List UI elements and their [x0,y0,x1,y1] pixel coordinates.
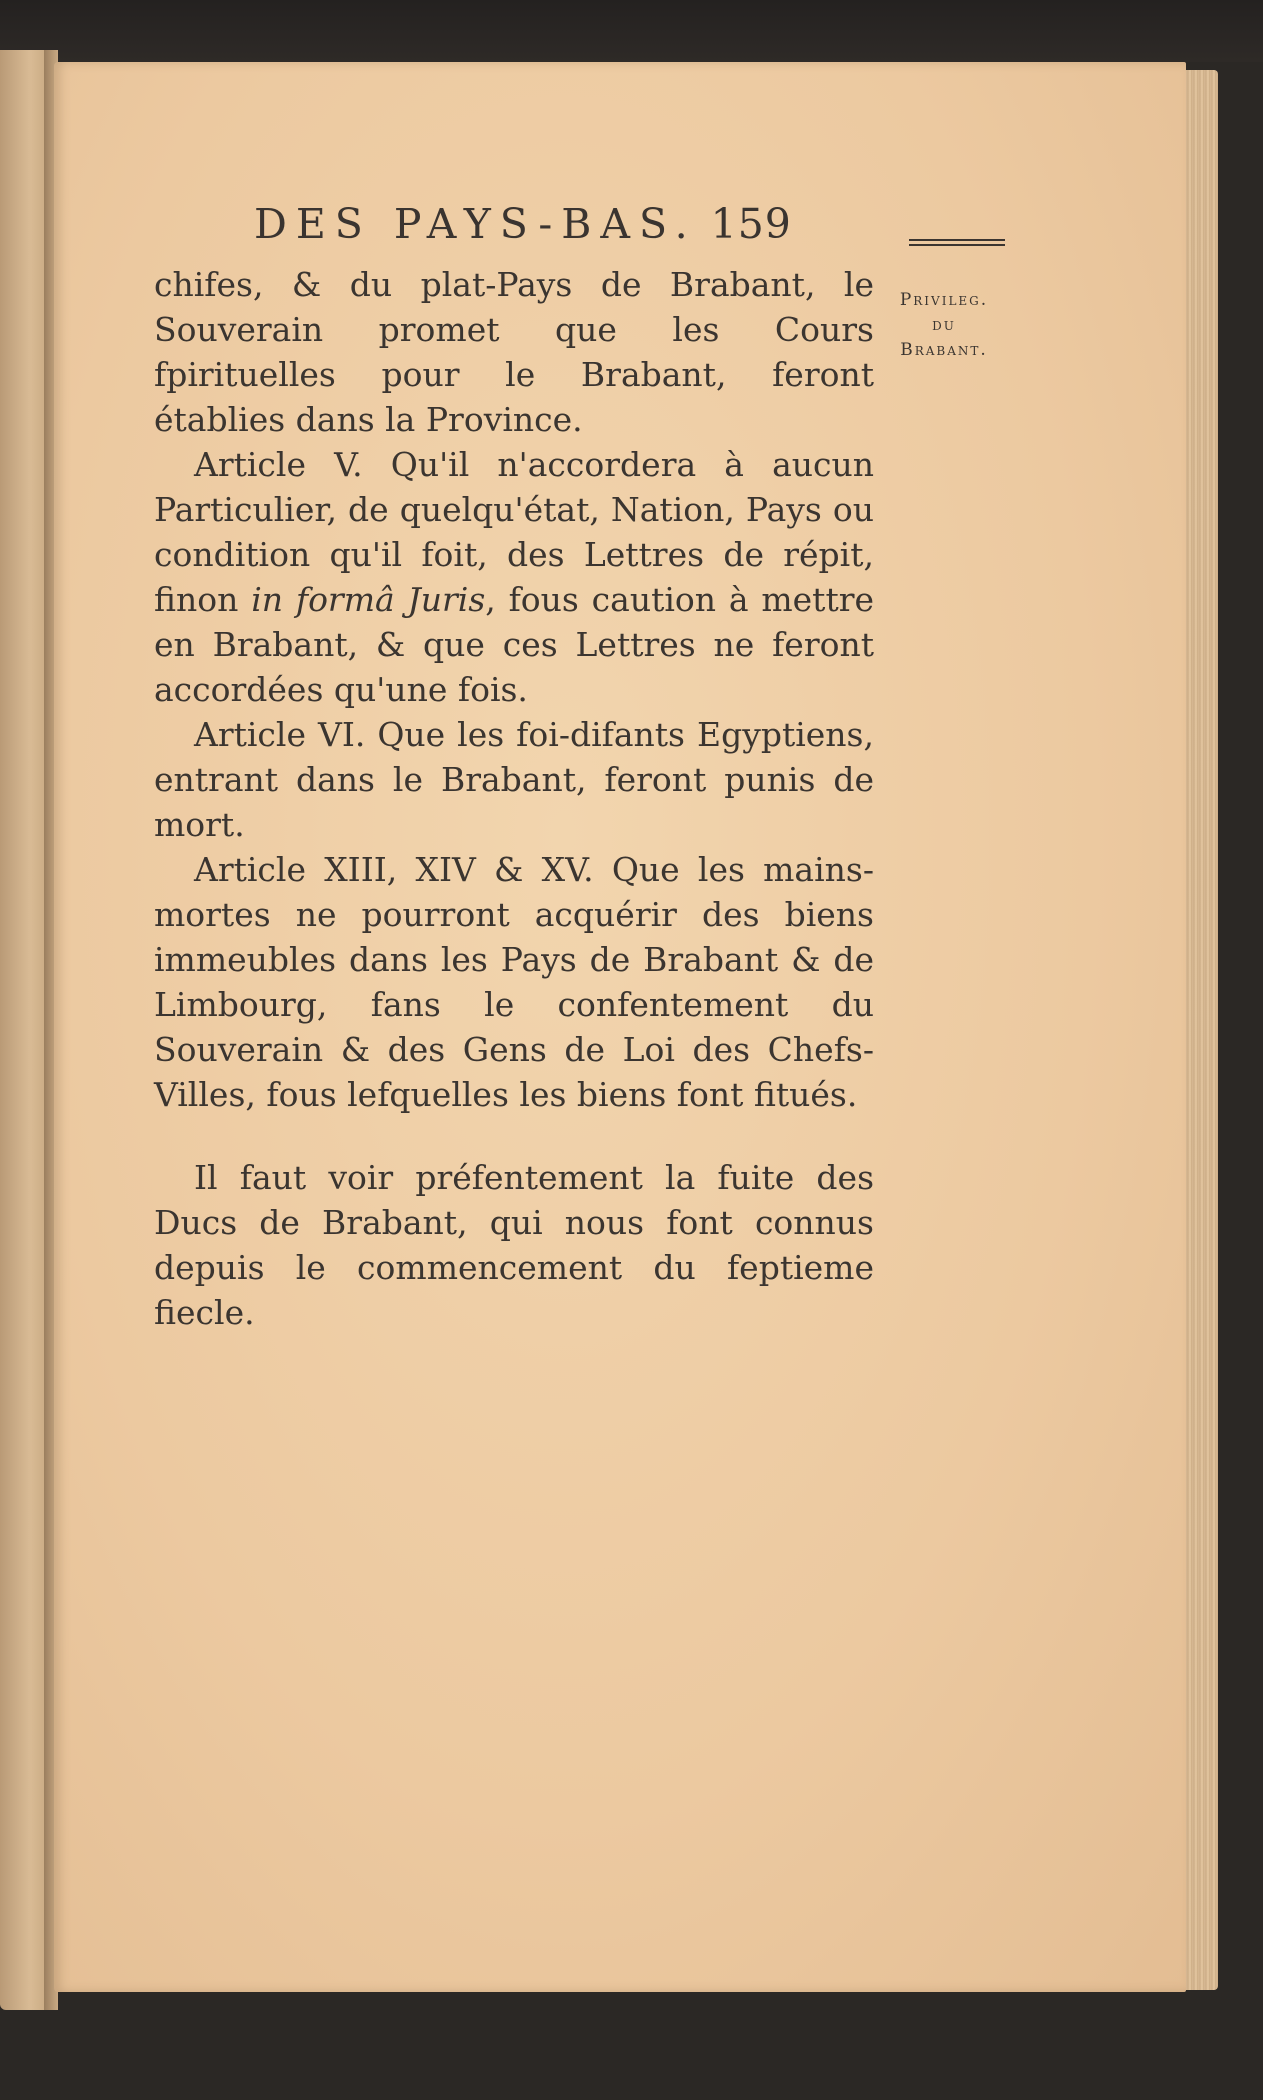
paragraph-continuation: chifes, & du plat-Pays de Brabant, le Souverain promet que les Cours fpirituelles pour le Brabant, feront établies dans la Province. [154,265,874,439]
page [54,62,1186,1992]
left-facing-page [0,50,50,2010]
background-top [0,0,1263,62]
margin-note-line-2: du [932,315,956,335]
paragraph-article-vi: Article VI. Que les foi-difants Egyptiens, entrant dans le Brabant, feront punis de mort. [154,715,874,844]
text-area [54,62,1186,1992]
paragraph-article-v [154,442,874,712]
article-v-italic: in formâ Juris [251,580,486,619]
body-text [154,262,874,1335]
article-v-text: Article V. Qu'il n'accordera à aucun Particulier, de quelqu'état, Nation, Pays ou condition qu'il foit, des Lettres de répit, finon [154,445,874,619]
paragraph-article-xiii: Article XIII, XIV & XV. Que les mains-mortes ne pourront acquérir des biens immeubles dans les Pays de Brabant & de Limbourg, fans le confentement du Souverain & des Gens de Loi des Chefs-Villes, fous lefquelles les biens font fitués. [154,850,874,1114]
paragraph-closing: Il faut voir préfentement la fuite des Ducs de Brabant, qui nous font connus depuis le commencement du feptieme fiecle. [154,1158,874,1332]
margin-note-line-1: Privileg. [899,290,989,310]
margin-note [864,288,1024,363]
running-head-title: DES PAYS-BAS. [254,200,697,248]
page-number: 159 [710,200,792,248]
article-v-text-end: , fous caution à mettre en Brabant, & que ces Lettres ne feront accordées qu'une fois. [154,580,875,709]
header-rule [909,239,1005,246]
margin-note-line-3: Brabant. [900,340,988,360]
running-head [254,200,792,248]
